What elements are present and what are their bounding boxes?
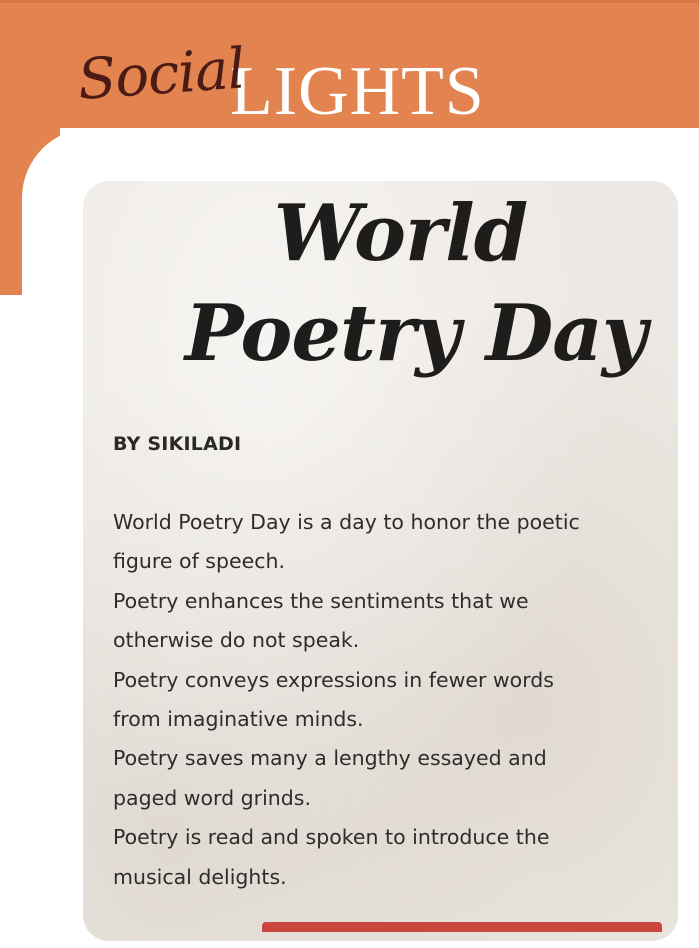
bottom-accent-bar (262, 922, 662, 932)
article-title-line-1: World (273, 188, 528, 279)
header-top-line (0, 0, 699, 3)
poem-line: otherwise do not speak. (113, 628, 360, 653)
poem-body (113, 503, 653, 897)
poem-line: Poetry conveys expressions in fewer words (113, 667, 554, 692)
masthead-caps-word: LIGHTS (230, 53, 485, 130)
poem-line: Poetry saves many a lengthy essayed and (113, 746, 547, 771)
poem-line: paged word grinds. (113, 785, 311, 810)
article-title (83, 188, 678, 379)
poem-line: figure of speech. (113, 549, 285, 574)
masthead-logo (75, 36, 498, 140)
poem-line: Poetry is read and spoken to introduce the (113, 825, 550, 850)
poem-line: from imaginative minds. (113, 707, 364, 732)
poem-line: Poetry enhances the sentiments that we (113, 588, 529, 613)
article-title-line-2: Poetry Day (184, 288, 647, 379)
poem-line: World Poetry Day is a day to honor the poetic (113, 510, 580, 534)
article-card (83, 181, 678, 941)
article-byline: BY SIKILADI (113, 433, 242, 455)
poem-line: musical delights. (113, 864, 287, 889)
masthead-script-word: Social (75, 36, 247, 113)
